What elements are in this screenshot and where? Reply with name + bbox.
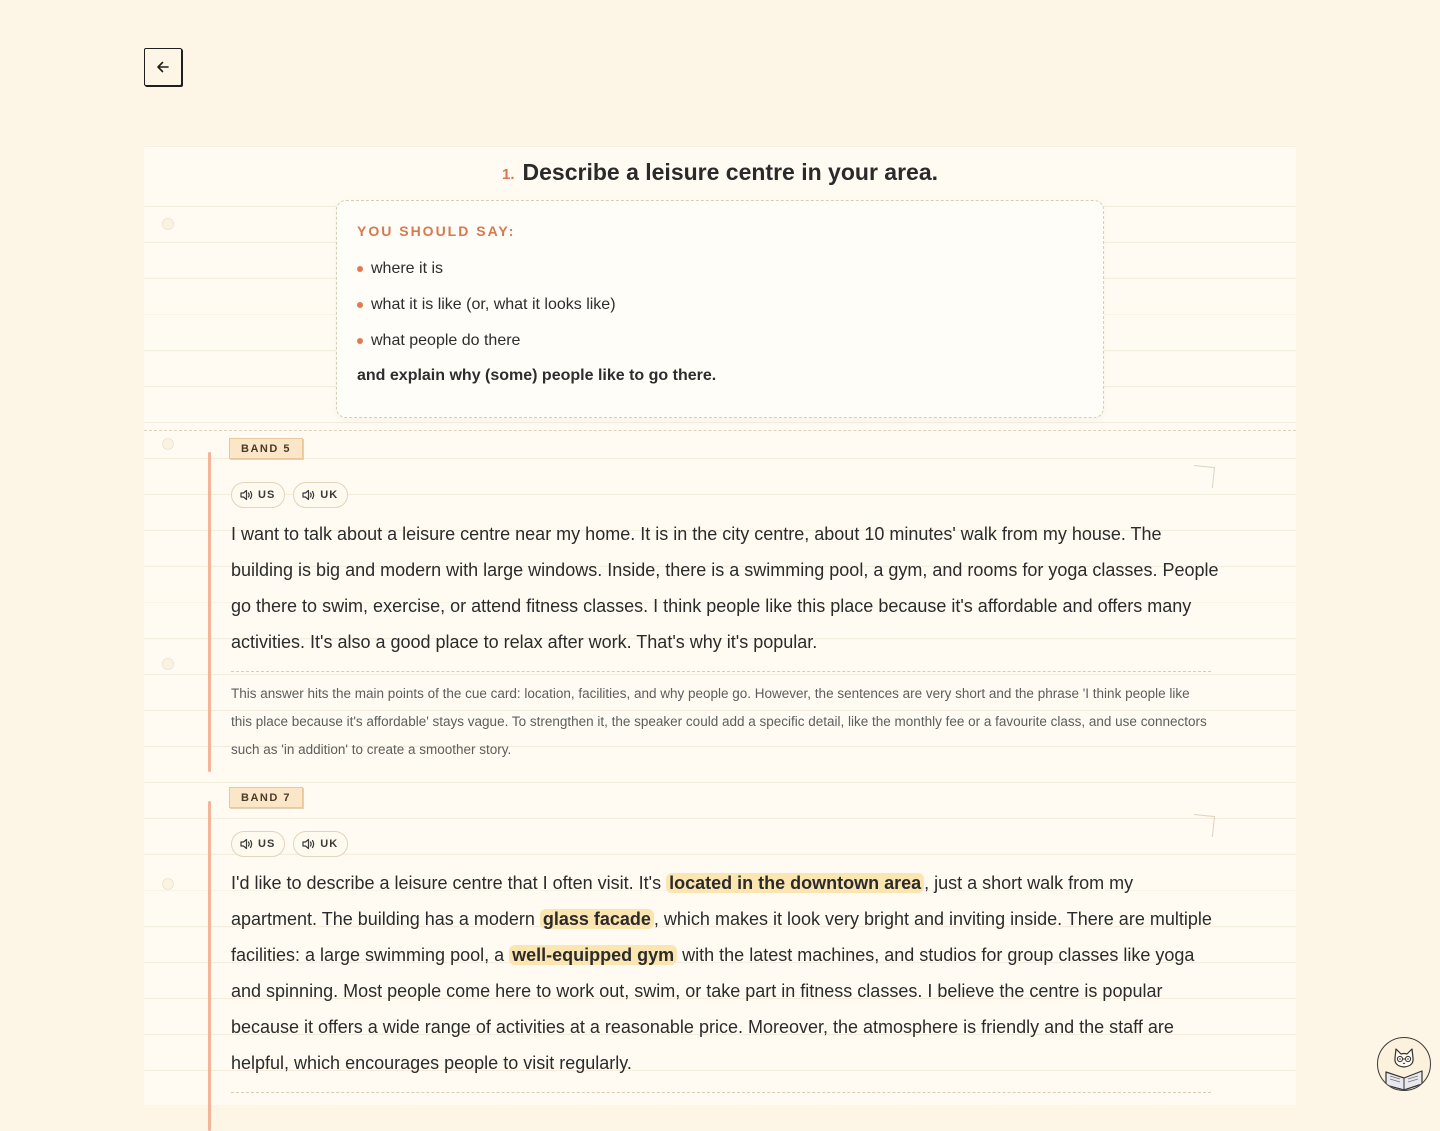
answer-text: , just a short walk from my apartment. The building has a modern <box>231 873 1134 929</box>
answer-text: with the latest machines, and studios for group classes like yoga and spinning. Most people come here to work out, swim, or take part in fitness classes. I believe the centre is popular because it offers a wide range of activities at a reasonable price. Moreover, the atmosphere is friendly and the staff are helpful, which encourages people to visit regularly. <box>231 945 1195 1073</box>
audio-label: US <box>258 838 276 850</box>
speaker-icon <box>240 838 254 850</box>
cue-card <box>336 200 1104 418</box>
question-number: 1. <box>502 166 515 183</box>
question-header <box>144 159 1296 186</box>
cue-point: what people do there <box>357 323 1083 359</box>
highlighted-phrase[interactable]: located in the downtown area <box>666 873 924 893</box>
band-accent-bar <box>208 801 211 1131</box>
section-divider <box>144 430 1296 431</box>
play-uk-audio-button[interactable] <box>293 482 348 508</box>
binder-hole <box>162 438 174 450</box>
band-5-section <box>208 438 1219 783</box>
answer-text: , which makes it look very bright and inviting inside. There are multiple facilities: a large swimming pool, a <box>231 909 1212 965</box>
answer-separator <box>231 671 1211 672</box>
corner-mark <box>1192 814 1215 837</box>
question-paper <box>144 145 1296 1105</box>
mascot-button[interactable] <box>1377 1037 1431 1091</box>
band-tag: BAND 5 <box>229 438 303 459</box>
audio-label: UK <box>320 489 339 501</box>
question-title: Describe a leisure centre in your area. <box>522 159 938 185</box>
audio-label: UK <box>320 838 339 850</box>
corner-mark <box>1192 465 1215 488</box>
binder-hole <box>162 218 174 230</box>
speaker-icon <box>240 489 254 501</box>
play-us-audio-button[interactable] <box>231 482 285 508</box>
band-7-answer <box>231 865 1221 1081</box>
highlighted-phrase[interactable]: glass facade <box>540 909 654 929</box>
speaker-icon <box>302 489 316 501</box>
play-uk-audio-button[interactable] <box>293 831 348 857</box>
back-button[interactable] <box>144 48 182 86</box>
band-5-comment: This answer hits the main points of the cue card: location, facilities, and why people go. However, the sentences are very short and the phrase 'I think people like this place because it's affordable' stays vague. To strengthen it, the speaker could add a specific detail, like the monthly fee or a favourite class, and use connectors such as 'in addition' to create a smoother story. <box>231 686 1207 757</box>
arrow-left-icon <box>154 58 172 76</box>
audio-controls <box>231 482 348 508</box>
highlighted-phrase[interactable]: well-equipped gym <box>509 945 677 965</box>
band-tag: BAND 7 <box>229 787 303 808</box>
binder-hole <box>162 658 174 670</box>
answer-separator <box>231 1092 1211 1093</box>
band-accent-bar <box>208 452 211 772</box>
play-us-audio-button[interactable] <box>231 831 285 857</box>
band-7-section <box>208 787 1214 1117</box>
audio-label: US <box>258 489 276 501</box>
answer-text: I'd like to describe a leisure centre that I often visit. It's <box>231 873 667 893</box>
cue-explain: and explain why (some) people like to go there. <box>357 367 717 384</box>
audio-controls <box>231 831 348 857</box>
binder-hole <box>162 878 174 890</box>
speaker-icon <box>302 838 316 850</box>
cat-reading-icon <box>1378 1038 1430 1090</box>
cue-card-heading: YOU SHOULD SAY: <box>357 223 516 239</box>
cue-point: where it is <box>357 251 1083 287</box>
band-5-answer: I want to talk about a leisure centre near my home. It is in the city centre, about 10 minutes' walk from my house. The building is big and modern with large windows. Inside, there is a swimming pool, a gym, and rooms for yoga classes. People go there to swim, exercise, or attend fitness classes. I think people like this place because it's affordable and offers many activities. It's also a good place to relax after work. That's why it's popular. <box>231 524 1219 652</box>
cue-point: what it is like (or, what it looks like) <box>357 287 1083 323</box>
